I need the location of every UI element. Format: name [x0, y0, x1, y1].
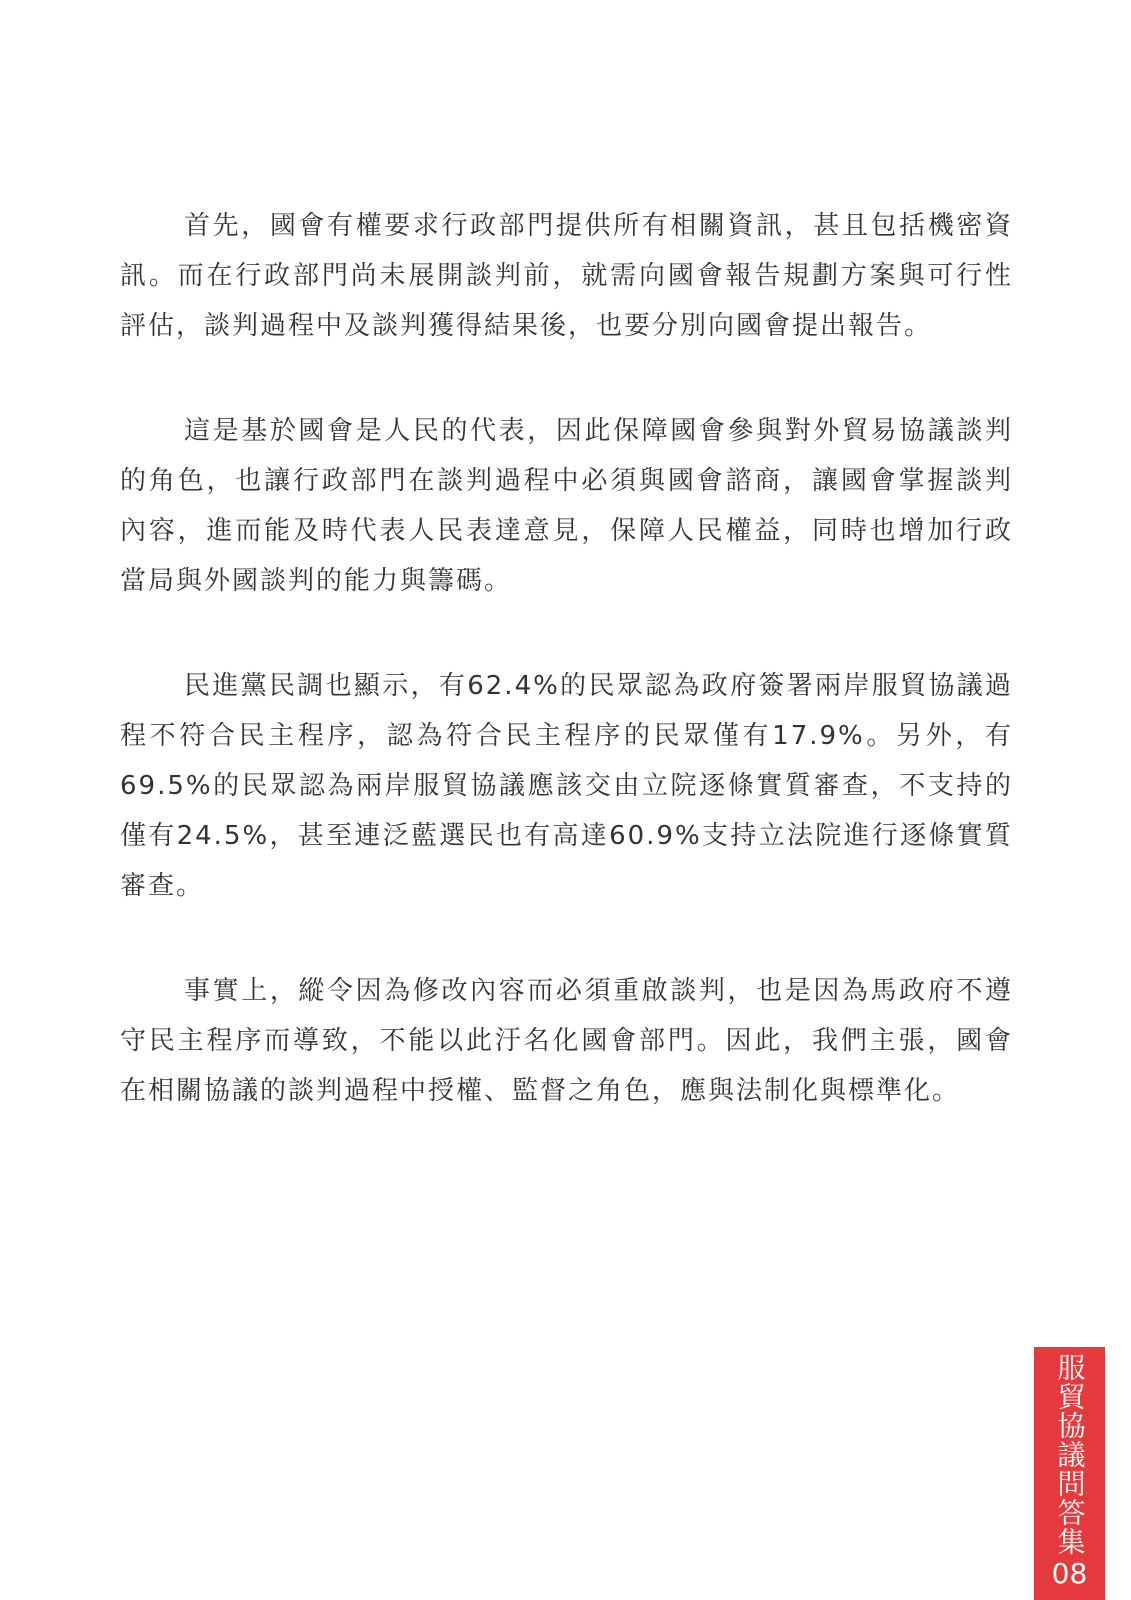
paragraph-4: 事實上，縱令因為修改內容而必須重啟談判，也是因為馬政府不遵守民主程序而導致，不能以此汙名化國會部門。因此，我們主張，國會在相關協議的談判過程中授權、監督之角色，應與法制化與標準化。: [120, 976, 1013, 1106]
section-tab: [1034, 1347, 1105, 1600]
paragraph-1: 首先，國會有權要求行政部門提供所有相關資訊，甚且包括機密資訊。而在行政部門尚未展開談判前，就需向國會報告規劃方案與可行性評估，談判過程中及談判獲得結果後，也要分別向國會提出報告。: [120, 211, 1013, 341]
page-number: 08: [1051, 1557, 1088, 1590]
document-body: [120, 201, 1013, 1171]
section-tab-title: 服貿協議問答集: [1053, 1353, 1087, 1556]
paragraph-2: 這是基於國會是人民的代表，因此保障國會參與對外貿易協議談判的角色，也讓行政部門在談判過程中必須與國會諮商，讓國會掌握談判內容，進而能及時代表人民表達意見，保障人民權益，同時也增加行政當局與外國談判的能力與籌碼。: [120, 416, 1013, 596]
paragraph-3: 民進黨民調也顯示，有62.4%的民眾認為政府簽署兩岸服貿協議過程不符合民主程序，認為符合民主程序的民眾僅有17.9%。另外，有69.5%的民眾認為兩岸服貿協議應該交由立院逐條實質審查，不支持的僅有24.5%，甚至連泛藍選民也有高達60.9%支持立法院進行逐條實質審查。: [120, 671, 1013, 901]
